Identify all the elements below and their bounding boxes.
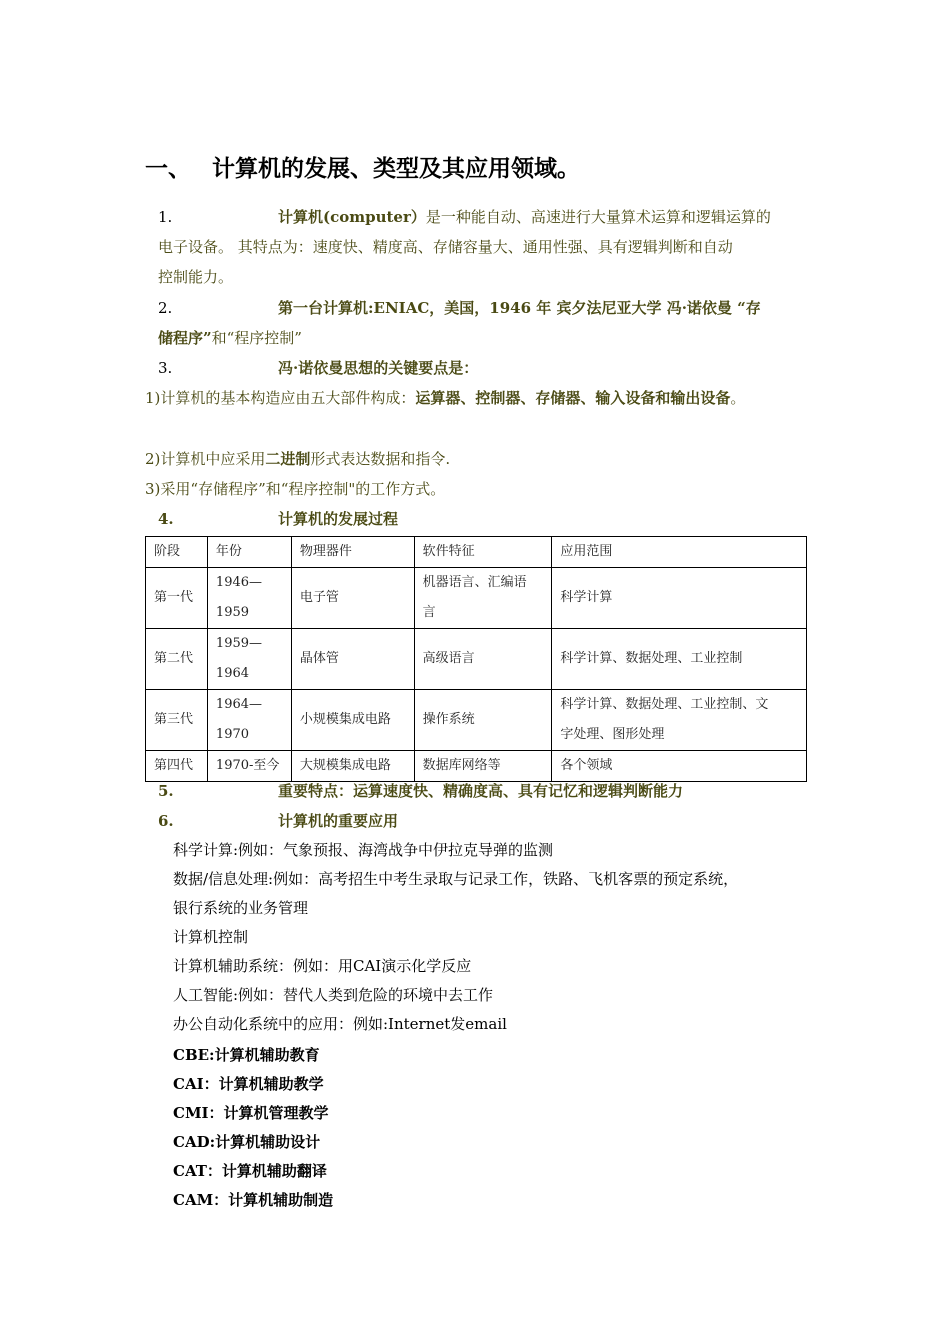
point-2-bold: 二进制 [265, 450, 311, 468]
header-cell: 物理器件 [291, 537, 414, 568]
item-2-bold-1: 第一台计算机:ENIAC，美国，1946 年 宾夕法尼亚大学 冯·诺依曼 “存 [278, 299, 761, 317]
list-item: CMI：计算机管理教学 [173, 1104, 329, 1122]
application-line-1: 科学计算、数据处理、工业控制、文 [560, 697, 769, 712]
device-cell: 电子管 [291, 568, 414, 629]
point-2-text: 2)计算机中应采用 [145, 450, 266, 468]
point-2-post: 形式表达数据和指令. [310, 450, 451, 468]
year-cell [207, 629, 291, 690]
application-list [173, 836, 738, 1039]
year-end: 1959 [215, 605, 250, 620]
heading-number: 一、 [145, 155, 191, 182]
device-cell: 晶体管 [291, 629, 414, 690]
application-cell: 各个领域 [552, 751, 807, 782]
item-1-line-2: 电子设备。 其特点为：速度快、精度高、存储容量大、通用性强、具有逻辑判断和自动 [158, 238, 733, 256]
year-end: 1964 [215, 666, 250, 681]
point-1-text: 1)计算机的基本构造应由五大部件构成： [145, 389, 416, 407]
stage-cell: 第四代 [146, 751, 208, 782]
list-item: CAM：计算机辅助制造 [173, 1191, 334, 1209]
table-row [146, 690, 807, 751]
header-cell: 年份 [207, 537, 291, 568]
software-line-2: 言 [422, 605, 436, 620]
software-cell: 操作系统 [414, 690, 552, 751]
development-table [145, 536, 807, 782]
item-3-point-1 [145, 383, 745, 413]
year-cell [207, 690, 291, 751]
header-cell: 阶段 [146, 537, 208, 568]
item-2-number: 2. [158, 299, 173, 317]
item-3-point-2 [145, 444, 450, 474]
item-1-term: 计算机(computer） [278, 208, 426, 226]
software-cell: 数据库网络等 [414, 751, 552, 782]
item-1-text-1: 是一种能自动、高速进行大量算术运算和逻辑运算的 [425, 208, 771, 226]
software-cell: 高级语言 [414, 629, 552, 690]
item-4-title: 计算机的发展过程 [278, 510, 399, 528]
stage-cell: 第二代 [146, 629, 208, 690]
abbreviation-list [173, 1041, 333, 1215]
item-4-number: 4. [158, 510, 174, 528]
list-item: 科学计算:例如：气象预报、海湾战争中伊拉克导弹的监测 [173, 841, 554, 859]
stage-cell: 第三代 [146, 690, 208, 751]
list-item: CAT：计算机辅助翻译 [173, 1162, 327, 1180]
item-1-number: 1. [158, 208, 173, 226]
item-3-title-line [158, 353, 478, 383]
application-cell [552, 690, 807, 751]
item-5-line [158, 776, 683, 806]
item-6-number: 6. [158, 812, 174, 830]
stage-cell: 第一代 [146, 568, 208, 629]
software-line-1: 机器语言、汇编语 [422, 575, 527, 590]
item-3-number: 3. [158, 359, 173, 377]
item-6-line [158, 806, 398, 836]
year-cell [207, 568, 291, 629]
header-cell: 应用范围 [552, 537, 807, 568]
year-start: 1964— [215, 697, 263, 712]
list-item: 计算机辅助系统：例如：用CAI演示化学反应 [173, 957, 472, 975]
year-start: 1946— [215, 575, 263, 590]
list-item: CAD:计算机辅助设计 [173, 1133, 321, 1151]
software-cell [414, 568, 552, 629]
list-item: 办公自动化系统中的应用：例如:Internet发email [173, 1015, 507, 1033]
header-cell: 软件特征 [414, 537, 552, 568]
point-1-bold: 运算器、控制器、存储器、输入设备和输出设备 [415, 389, 731, 407]
item-2-line-1 [158, 293, 761, 323]
item-4-line [158, 504, 398, 534]
table-header-row [146, 537, 807, 568]
year-start: 1959— [215, 636, 263, 651]
item-3-point-3: 3)采用“存储程序”和“程序控制"的工作方式。 [145, 480, 446, 498]
list-item: CBE:计算机辅助教育 [173, 1046, 320, 1064]
item-5-text: 重要特点：运算速度快、精确度高、具有记忆和逻辑判断能力 [278, 782, 684, 800]
year-end: 1970 [215, 727, 250, 742]
application-line-2: 字处理、图形处理 [560, 727, 665, 742]
year-cell: 1970-至今 [207, 751, 291, 782]
device-cell: 大规模集成电路 [291, 751, 414, 782]
list-item: 人工智能:例如：替代人类到危险的环境中去工作 [173, 986, 494, 1004]
item-2-line-2 [158, 323, 302, 353]
list-item: 数据/信息处理:例如：高考招生中考生录取与记录工作，铁路、飞机客票的预定系统， [173, 870, 739, 888]
item-2-bold-2: 储程序” [158, 329, 212, 347]
list-item: 银行系统的业务管理 [173, 899, 309, 917]
heading-text: 计算机的发展、类型及其应用领域。 [212, 155, 580, 182]
item-3-title: 冯·诺依曼思想的关键要点是： [278, 359, 479, 377]
item-1-line-1 [158, 202, 771, 232]
table-row [146, 629, 807, 690]
item-1-line-3: 控制能力。 [158, 268, 234, 286]
list-item: CAI：计算机辅助教学 [173, 1075, 324, 1093]
section-heading [145, 150, 580, 183]
item-2-rest: 和“程序控制” [211, 329, 302, 347]
device-cell: 小规模集成电路 [291, 690, 414, 751]
application-cell: 科学计算 [552, 568, 807, 629]
point-1-end: 。 [730, 389, 746, 407]
item-5-number: 5. [158, 782, 174, 800]
table-row [146, 568, 807, 629]
list-item: 计算机控制 [173, 928, 249, 946]
item-6-title: 计算机的重要应用 [278, 812, 399, 830]
application-cell: 科学计算、数据处理、工业控制 [552, 629, 807, 690]
